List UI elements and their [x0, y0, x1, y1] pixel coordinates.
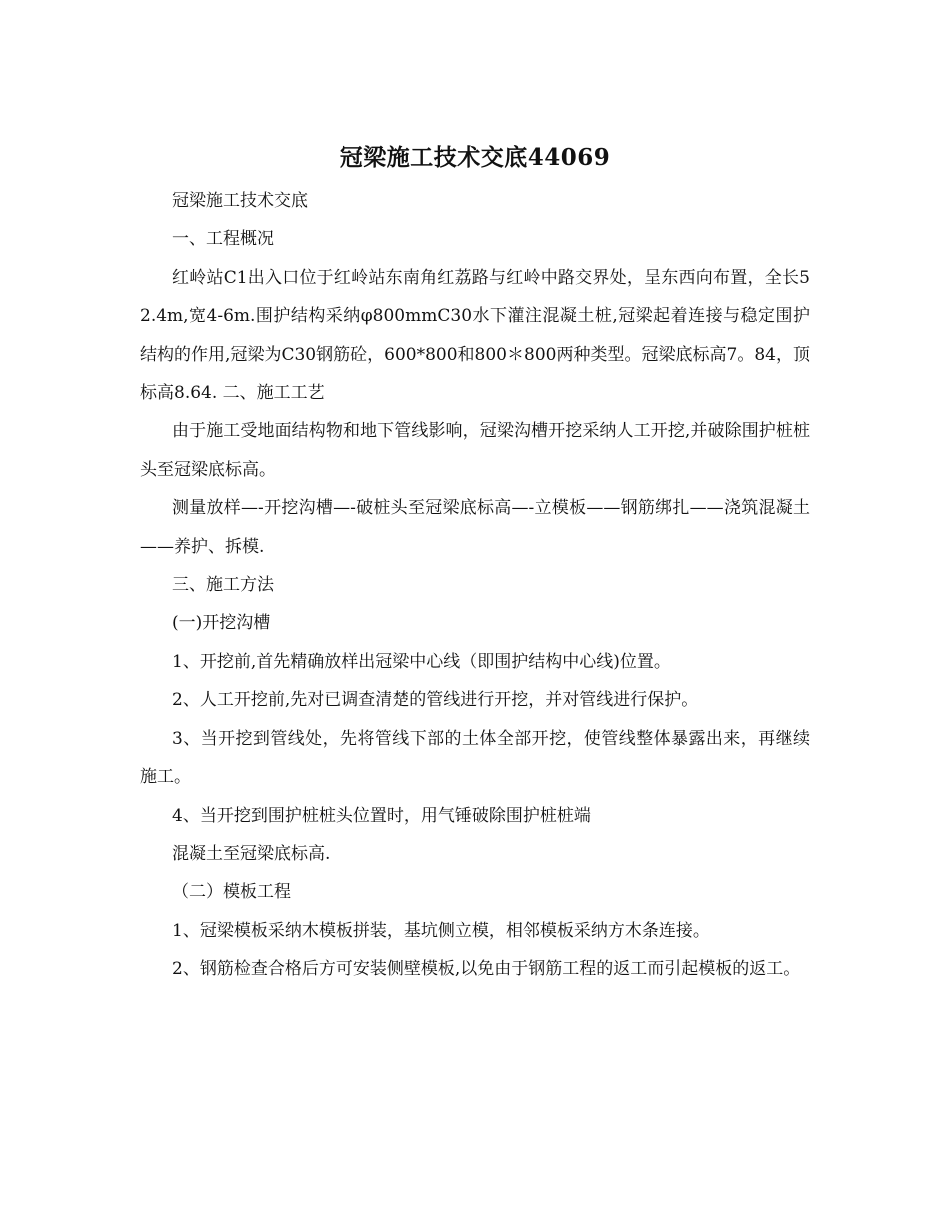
paragraph-section-3-heading: 三、施工方法	[172, 575, 274, 596]
paragraph-subsection-2-heading: （二）模板工程	[172, 882, 291, 903]
paragraph-step-4: 4、当开挖到围护桩桩头位置时，用气锤破除围护桩桩端	[172, 805, 591, 826]
paragraph-step-4-continued: 混凝土至冠梁底标高.	[172, 843, 331, 864]
paragraph-section-1-heading: 一、工程概况	[172, 229, 274, 250]
paragraph-subsection-1-heading: (一)开挖沟槽	[172, 613, 271, 634]
paragraph-step-1: 1、开挖前,首先精确放样出冠梁中心线（即围护结构中心线)位置。	[172, 651, 671, 672]
document-title: 冠梁施工技术交底44069	[339, 144, 611, 171]
paragraph-project-overview: 红岭站C1出入口位于红岭站东南角红荔路与红岭中路交界处，呈东西向布置，全长52.4m,宽4-6m.围护结构采纳φ800mmC30水下灌注混凝土桩,冠梁起着连接与稳定围护结构的作用,冠梁为C30钢筋砼，600*800和800＊800两种类型。冠梁底标高7。84，顶标高8.64. 二、施工工艺	[140, 267, 810, 404]
paragraph-process-flow: 测量放样—-开挖沟槽—-破桩头至冠梁底标高—-立模板——钢筋绑扎——浇筑混凝土——养护、拆模.	[140, 498, 810, 557]
paragraph-construction-process: 由于施工受地面结构物和地下管线影响，冠梁沟槽开挖采纳人工开挖,并破除围护桩桩头至冠梁底标高。	[140, 421, 810, 480]
paragraph-formwork-1: 1、冠梁模板采纳木模板拼装，基坑侧立模，相邻模板采纳方木条连接。	[172, 920, 710, 941]
paragraph-subtitle: 冠梁施工技术交底	[172, 191, 308, 211]
document-body	[140, 182, 810, 989]
paragraph-step-3: 3、当开挖到管线处，先将管线下部的土体全部开挖，使管线整体暴露出来，再继续施工。	[140, 728, 810, 788]
paragraph-formwork-2: 2、钢筋检查合格后方可安装侧壁模板,以免由于钢筋工程的返工而引起模板的返工。	[172, 959, 801, 980]
paragraph-step-2: 2、人工开挖前,先对已调查清楚的管线进行开挖，并对管线进行保护。	[172, 690, 699, 711]
